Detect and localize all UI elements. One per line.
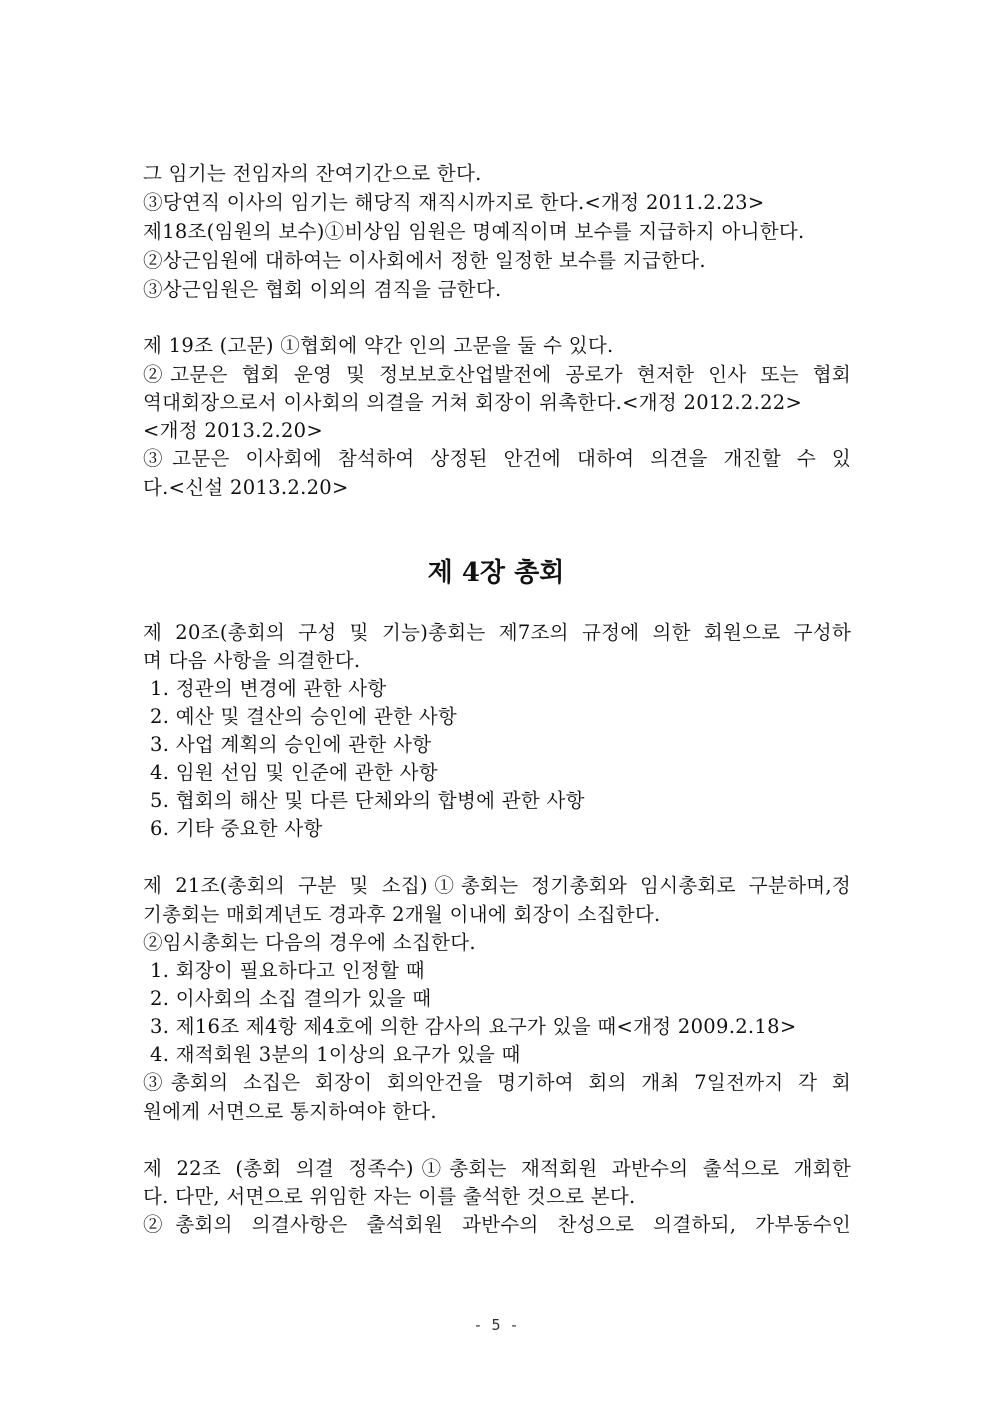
text-line: 제18조(임원의 보수)①비상임 임원은 명예직이며 보수를 지급하지 아니한다.	[143, 220, 805, 243]
list-item: 2. 이사회의 소집 결의가 있을 때	[150, 987, 432, 1010]
article-19-line: 역대회장으로서 이사회의 의결을 거쳐 회장이 위촉한다.<개정 2012.2.22>	[143, 391, 803, 414]
article-19-line: 다.<신설 2013.2.20>	[143, 476, 349, 499]
article-20-line: 며 다음 사항을 의결한다.	[143, 649, 361, 672]
list-item: 3. 제16조 제4항 제4호에 의한 감사의 요구가 있을 때<개정 2009.2.18>	[150, 1015, 797, 1038]
article-20-line: 제 20조(총회의 구성 및 기능)총회는 제7조의 규정에 의한 회원으로 구성하	[143, 621, 851, 644]
article-19-line: <개정 2013.2.20>	[143, 419, 323, 442]
list-item: 4. 임원 선임 및 인준에 관한 사항	[150, 761, 438, 784]
list-item: 1. 회장이 필요하다고 인정할 때	[150, 959, 425, 982]
article-19-line: ③고문은 이사회에 참석하여 상정된 안건에 대하여 의견을 개진할 수 있	[143, 447, 851, 470]
text-line: ②상근임원에 대하여는 이사회에서 정한 일정한 보수를 지급한다.	[143, 249, 706, 272]
article-21-line: ②임시총회는 다음의 경우에 소집한다.	[143, 931, 476, 954]
article-21-line: ③총회의 소집은 회장이 회의안건을 명기하여 회의 개최 7일전까지 각 회	[143, 1071, 851, 1094]
list-item: 2. 예산 및 결산의 승인에 관한 사항	[150, 705, 457, 728]
list-item: 5. 협회의 해산 및 다른 단체와의 합병에 관한 사항	[150, 789, 585, 812]
text-line: ③상근임원은 협회 이외의 겸직을 금한다.	[143, 278, 502, 301]
article-22-line: 다. 다만, 서면으로 위임한 자는 이를 출석한 것으로 본다.	[143, 1185, 636, 1208]
article-19-line: 제 19조 (고문) ①협회에 약간 인의 고문을 둘 수 있다.	[143, 334, 614, 357]
text-line: 그 임기는 전임자의 잔여기간으로 한다.	[143, 162, 482, 185]
article-21-line: 기총회는 매회계년도 경과후 2개월 이내에 회장이 소집한다.	[143, 903, 661, 926]
list-item: 1. 정관의 변경에 관한 사항	[150, 677, 387, 700]
article-21-line: 원에게 서면으로 통지하여야 한다.	[143, 1100, 437, 1123]
article-19-line: ②고문은 협회 운영 및 정보보호산업발전에 공로가 현저한 인사 또는 협회	[143, 363, 851, 386]
article-22-line: 제 22조 (총회 의결 정족수)①총회는 재적회원 과반수의 출석으로 개회한	[143, 1157, 851, 1180]
page-number: - 5 -	[473, 1316, 519, 1334]
text-line: ③당연직 이사의 임기는 해당직 재직시까지로 한다.<개정 2011.2.23>	[143, 191, 765, 214]
article-21-line: 제 21조(총회의 구분 및 소집)①총회는 정기총회와 임시총회로 구분하며,정	[143, 874, 851, 897]
article-22-line: ②총회의 의결사항은 출석회원 과반수의 찬성으로 의결하되, 가부동수인	[143, 1213, 851, 1236]
list-item: 3. 사업 계획의 승인에 관한 사항	[150, 733, 432, 756]
list-item: 6. 기타 중요한 사항	[150, 817, 323, 840]
list-item: 4. 재적회원 3분의 1이상의 요구가 있을 때	[150, 1043, 521, 1066]
chapter-title: 제 4장 총회	[427, 558, 565, 588]
